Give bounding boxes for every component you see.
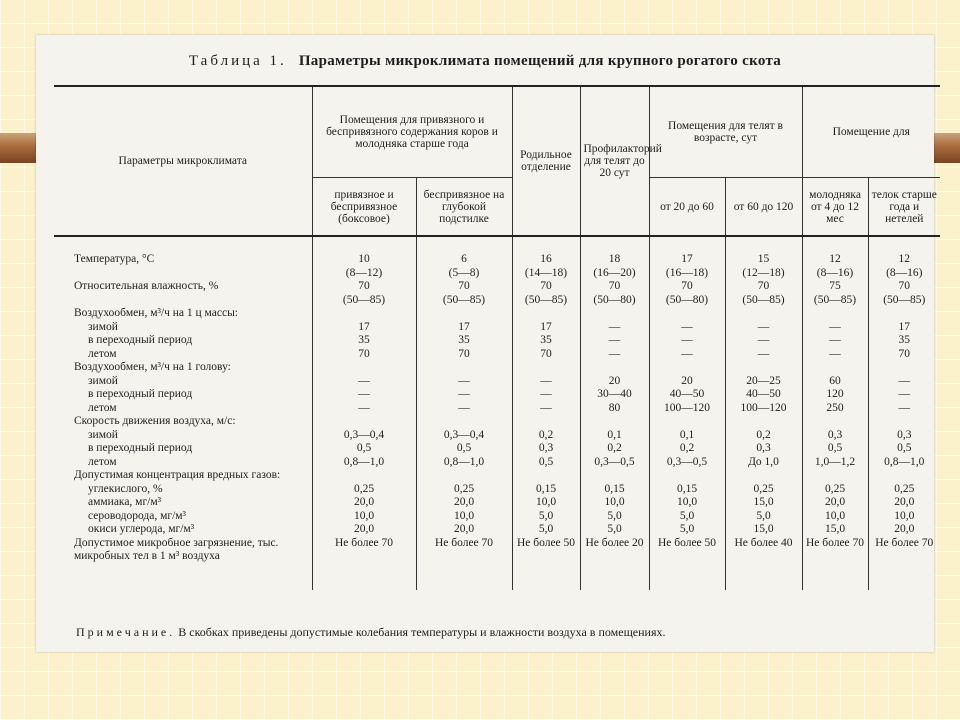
table-cell: (50—80) bbox=[580, 294, 649, 308]
table-row bbox=[54, 496, 940, 510]
table-cell: Не более 70 bbox=[416, 537, 512, 564]
table-cell bbox=[416, 307, 512, 321]
table-cell bbox=[580, 415, 649, 429]
table-cell: — bbox=[312, 375, 416, 389]
microclimate-table bbox=[54, 85, 940, 590]
row-label: аммиака, мг/м³ bbox=[88, 496, 162, 508]
table-cell bbox=[868, 307, 940, 321]
row-label: Допустимая концентрация вредных газов: bbox=[74, 469, 281, 481]
table-cell: — bbox=[725, 321, 802, 335]
table-row bbox=[54, 321, 940, 335]
table-cell: 12 bbox=[868, 253, 940, 267]
row-label: Воздухообмен, м³/ч на 1 голову: bbox=[74, 361, 231, 373]
table-cell: — bbox=[416, 402, 512, 416]
row-label: Скорость движения воздуха, м/с: bbox=[74, 415, 236, 427]
table-cell: 0,5 bbox=[802, 442, 868, 456]
table-cell: 15 bbox=[725, 253, 802, 267]
header-group-young: Помещение для bbox=[802, 86, 940, 178]
table-cell bbox=[512, 415, 580, 429]
spacer-cell bbox=[512, 564, 580, 590]
table-row bbox=[54, 537, 940, 564]
table-cell: 0,2 bbox=[649, 442, 725, 456]
table-cell: 0,2 bbox=[580, 442, 649, 456]
table-title bbox=[36, 53, 934, 70]
table-cell: (16—20) bbox=[580, 267, 649, 281]
table-row bbox=[54, 348, 940, 362]
table-cell: 0,1 bbox=[580, 429, 649, 443]
table-cell: — bbox=[580, 348, 649, 362]
table-cell: 0,8—1,0 bbox=[312, 456, 416, 470]
row-label: Воздухообмен, м³/ч на 1 ц массы: bbox=[74, 307, 238, 319]
table-cell: 0,2 bbox=[512, 429, 580, 443]
table-row bbox=[54, 483, 940, 497]
table-cell: 70 bbox=[416, 280, 512, 294]
table-cell: 70 bbox=[868, 280, 940, 294]
table-body bbox=[54, 236, 940, 590]
table-cell: Не более 50 bbox=[512, 537, 580, 564]
table-cell: 0,25 bbox=[802, 483, 868, 497]
row-label bbox=[54, 294, 312, 308]
table-cell: — bbox=[580, 321, 649, 335]
table-cell: 70 bbox=[312, 280, 416, 294]
row-label: Температура, °С bbox=[74, 253, 155, 265]
table-cell: (50—85) bbox=[312, 294, 416, 308]
table-cell: 17 bbox=[312, 321, 416, 335]
table-cell: (5—8) bbox=[416, 267, 512, 281]
table-cell bbox=[649, 415, 725, 429]
spacer-cell bbox=[868, 564, 940, 590]
table-cell: 250 bbox=[802, 402, 868, 416]
table-cell: Не более 70 bbox=[868, 537, 940, 564]
table-cell: Не более 50 bbox=[649, 537, 725, 564]
table-cell: — bbox=[580, 334, 649, 348]
spacer-cell bbox=[512, 236, 580, 253]
table-cell bbox=[868, 415, 940, 429]
header-prophylactorium: Профилакторий для телят до 20 сут bbox=[580, 86, 649, 236]
table-cell: 35 bbox=[416, 334, 512, 348]
document-slide bbox=[36, 35, 937, 652]
row-label: Допустимое микробное загрязнение, тыс. микробных тел в 1 м³ воздуха bbox=[74, 536, 279, 562]
table-cell: Не более 70 bbox=[802, 537, 868, 564]
table-cell bbox=[868, 469, 940, 483]
table-row bbox=[54, 280, 940, 294]
table-cell: 70 bbox=[512, 348, 580, 362]
table-cell: — bbox=[649, 334, 725, 348]
table-cell: 0,3 bbox=[725, 442, 802, 456]
table-cell bbox=[649, 307, 725, 321]
note-text: В скобках приведены допустимые колебания температуры и влажности воздуха в помещениях. bbox=[178, 625, 666, 639]
table-cell: 10 bbox=[312, 253, 416, 267]
table-cell: 120 bbox=[802, 388, 868, 402]
table-cell: — bbox=[416, 388, 512, 402]
table-cell: 5,0 bbox=[512, 523, 580, 537]
table-cell bbox=[416, 361, 512, 375]
table-cell bbox=[802, 361, 868, 375]
spacer-cell bbox=[580, 564, 649, 590]
table-cell: (8—12) bbox=[312, 267, 416, 281]
table-cell: 20,0 bbox=[312, 523, 416, 537]
row-label: зимой bbox=[88, 374, 118, 387]
table-cell: 30—40 bbox=[580, 388, 649, 402]
table-cell: 10,0 bbox=[312, 510, 416, 524]
table-cell: 0,3—0,4 bbox=[416, 429, 512, 443]
table-row bbox=[54, 523, 940, 537]
header-tethered: привязное и беспривязное (боксовое) bbox=[312, 178, 416, 237]
table-cell: 0,25 bbox=[868, 483, 940, 497]
table-cell bbox=[512, 361, 580, 375]
table-cell bbox=[725, 307, 802, 321]
table-row bbox=[54, 388, 940, 402]
table-cell: 35 bbox=[868, 334, 940, 348]
table-row bbox=[54, 294, 940, 308]
table-cell: 0,3—0,5 bbox=[649, 456, 725, 470]
spacer-cell bbox=[580, 236, 649, 253]
table-cell: 0,3 bbox=[868, 429, 940, 443]
header-deep-litter: беспривязное на глубокой подстилке bbox=[416, 178, 512, 237]
table-cell: 70 bbox=[416, 348, 512, 362]
table-cell: 60 bbox=[802, 375, 868, 389]
table-cell: До 1,0 bbox=[725, 456, 802, 470]
table-cell: (50—85) bbox=[868, 294, 940, 308]
table-cell bbox=[649, 469, 725, 483]
header-parameters: Параметры микроклимата bbox=[54, 86, 312, 236]
header-group-cows: Помещения для привязного и беспривязного содержания коров и молодняка старше года bbox=[312, 86, 512, 178]
table-cell: (12—18) bbox=[725, 267, 802, 281]
table-cell: 10,0 bbox=[580, 496, 649, 510]
table-cell: 5,0 bbox=[649, 523, 725, 537]
table-cell: 5,0 bbox=[512, 510, 580, 524]
table-cell: 20 bbox=[649, 375, 725, 389]
spacer-cell bbox=[416, 564, 512, 590]
header-calves-20-60: от 20 до 60 bbox=[649, 178, 725, 237]
header-calves-60-120: от 60 до 120 bbox=[725, 178, 802, 237]
table-cell: (50—85) bbox=[512, 294, 580, 308]
header-group-calves: Помещения для телят в возрасте, сут bbox=[649, 86, 802, 178]
table-cell: 20,0 bbox=[416, 496, 512, 510]
table-cell: 20,0 bbox=[312, 496, 416, 510]
table-cell: 10,0 bbox=[868, 510, 940, 524]
table-cell: 0,25 bbox=[416, 483, 512, 497]
row-label: в переходный период bbox=[88, 334, 193, 346]
table-cell: 35 bbox=[312, 334, 416, 348]
table-cell: 0,3 bbox=[802, 429, 868, 443]
table-cell bbox=[416, 469, 512, 483]
table-cell: (8—16) bbox=[802, 267, 868, 281]
table-cell: 10,0 bbox=[802, 510, 868, 524]
table-cell: 17 bbox=[649, 253, 725, 267]
table-cell: 0,25 bbox=[312, 483, 416, 497]
spacer-cell bbox=[802, 564, 868, 590]
table-note bbox=[76, 625, 666, 640]
row-label: зимой bbox=[88, 428, 118, 441]
table-cell: — bbox=[868, 375, 940, 389]
row-label: окиси углерода, мг/м³ bbox=[88, 523, 195, 535]
table-cell: — bbox=[868, 388, 940, 402]
table-cell bbox=[649, 361, 725, 375]
table-cell: — bbox=[416, 375, 512, 389]
spacer-cell bbox=[312, 564, 416, 590]
decorative-band-left bbox=[0, 133, 36, 163]
row-label: летом bbox=[88, 401, 117, 414]
table-cell bbox=[802, 415, 868, 429]
table-cell: 70 bbox=[580, 280, 649, 294]
table-cell bbox=[312, 415, 416, 429]
table-title-text: Параметры микроклимата помещений для крупного рогатого скота bbox=[298, 53, 782, 69]
table-cell: — bbox=[725, 334, 802, 348]
table-cell: — bbox=[512, 388, 580, 402]
table-cell: 0,2 bbox=[725, 429, 802, 443]
table-row bbox=[54, 429, 940, 443]
spacer-cell bbox=[54, 236, 312, 253]
table-cell: 18 bbox=[580, 253, 649, 267]
table-cell bbox=[416, 415, 512, 429]
spacer-row bbox=[54, 236, 940, 253]
table-row bbox=[54, 442, 940, 456]
table-cell: 16 bbox=[512, 253, 580, 267]
table-cell: — bbox=[802, 321, 868, 335]
table-cell: 20,0 bbox=[416, 523, 512, 537]
table-row bbox=[54, 361, 940, 375]
note-label: Примечание. bbox=[76, 625, 176, 639]
row-label: зимой bbox=[88, 320, 118, 333]
table-cell bbox=[725, 469, 802, 483]
table-row bbox=[54, 456, 940, 470]
table-cell bbox=[802, 469, 868, 483]
table-cell bbox=[580, 469, 649, 483]
table-cell: (50—85) bbox=[802, 294, 868, 308]
table-cell: — bbox=[312, 388, 416, 402]
table-cell bbox=[512, 307, 580, 321]
table-cell: 15,0 bbox=[725, 523, 802, 537]
table-cell: 0,15 bbox=[649, 483, 725, 497]
table-cell: — bbox=[512, 402, 580, 416]
table-cell bbox=[725, 361, 802, 375]
table-cell: 35 bbox=[512, 334, 580, 348]
table-cell: 20,0 bbox=[802, 496, 868, 510]
table-cell: 80 bbox=[580, 402, 649, 416]
table-cell: 70 bbox=[725, 280, 802, 294]
table-cell: 0,3—0,5 bbox=[580, 456, 649, 470]
table-cell: 70 bbox=[649, 280, 725, 294]
spacer-row bbox=[54, 564, 940, 590]
spacer-cell bbox=[725, 236, 802, 253]
table-cell: 0,1 bbox=[649, 429, 725, 443]
table-cell bbox=[802, 307, 868, 321]
table-cell bbox=[868, 361, 940, 375]
table-cell: 0,8—1,0 bbox=[416, 456, 512, 470]
spacer-cell bbox=[649, 236, 725, 253]
spacer-cell bbox=[868, 236, 940, 253]
spacer-cell bbox=[802, 236, 868, 253]
table-cell: (50—85) bbox=[416, 294, 512, 308]
table-row bbox=[54, 415, 940, 429]
row-label: в переходный период bbox=[88, 442, 193, 454]
table-cell: (16—18) bbox=[649, 267, 725, 281]
table-cell: (14—18) bbox=[512, 267, 580, 281]
table-cell: 75 bbox=[802, 280, 868, 294]
row-label: сероводорода, мг/м³ bbox=[88, 509, 187, 522]
table-cell: 15,0 bbox=[802, 523, 868, 537]
table-cell bbox=[312, 361, 416, 375]
spacer-cell bbox=[725, 564, 802, 590]
table-cell: — bbox=[725, 348, 802, 362]
spacer-cell bbox=[649, 564, 725, 590]
table-cell: 17 bbox=[868, 321, 940, 335]
table-cell: 10,0 bbox=[512, 496, 580, 510]
table-cell: 40—50 bbox=[649, 388, 725, 402]
table-cell: 70 bbox=[312, 348, 416, 362]
table-cell: (50—80) bbox=[649, 294, 725, 308]
table-cell: 0,15 bbox=[512, 483, 580, 497]
spacer-cell bbox=[312, 236, 416, 253]
row-label bbox=[54, 267, 312, 281]
spacer-cell bbox=[416, 236, 512, 253]
table-cell: Не более 20 bbox=[580, 537, 649, 564]
table-cell: Не более 70 bbox=[312, 537, 416, 564]
table-cell: 0,5 bbox=[512, 456, 580, 470]
table-cell: 100—120 bbox=[725, 402, 802, 416]
table-row bbox=[54, 307, 940, 321]
table-cell: 40—50 bbox=[725, 388, 802, 402]
row-label: Относительная влажность, % bbox=[74, 280, 219, 292]
spacer-cell bbox=[54, 564, 312, 590]
table-cell: (8—16) bbox=[868, 267, 940, 281]
table-row bbox=[54, 267, 940, 281]
table-cell: 5,0 bbox=[649, 510, 725, 524]
table-cell: 20,0 bbox=[868, 496, 940, 510]
table-cell bbox=[725, 415, 802, 429]
table-cell: 100—120 bbox=[649, 402, 725, 416]
row-label: летом bbox=[88, 347, 117, 360]
table-cell: 10,0 bbox=[416, 510, 512, 524]
table-cell: 0,3 bbox=[512, 442, 580, 456]
row-label: в переходный период bbox=[88, 388, 193, 400]
table-cell: — bbox=[512, 375, 580, 389]
table-cell: 20,0 bbox=[868, 523, 940, 537]
table-cell: 0,5 bbox=[416, 442, 512, 456]
table-cell: 12 bbox=[802, 253, 868, 267]
table-cell: — bbox=[802, 334, 868, 348]
table-cell: 6 bbox=[416, 253, 512, 267]
table-cell: 17 bbox=[512, 321, 580, 335]
table-cell: Не более 40 bbox=[725, 537, 802, 564]
table-cell: 5,0 bbox=[580, 510, 649, 524]
table-cell bbox=[580, 361, 649, 375]
table-row bbox=[54, 375, 940, 389]
table-row bbox=[54, 402, 940, 416]
table-cell: — bbox=[868, 402, 940, 416]
table-row bbox=[54, 469, 940, 483]
header-heifers: телок старше года и нетелей bbox=[868, 178, 940, 237]
table-cell: — bbox=[312, 402, 416, 416]
table-title-label: Таблица 1. bbox=[188, 53, 287, 69]
table-cell: 0,25 bbox=[725, 483, 802, 497]
table-cell: 5,0 bbox=[580, 523, 649, 537]
table-cell: 17 bbox=[416, 321, 512, 335]
table-cell: 70 bbox=[512, 280, 580, 294]
table-cell: 5,0 bbox=[725, 510, 802, 524]
table-cell bbox=[312, 469, 416, 483]
table-cell: — bbox=[649, 321, 725, 335]
row-label: углекислого, % bbox=[88, 482, 163, 495]
table-cell: 0,5 bbox=[868, 442, 940, 456]
table-cell: 0,5 bbox=[312, 442, 416, 456]
table-cell: (50—85) bbox=[725, 294, 802, 308]
table-cell: 15,0 bbox=[725, 496, 802, 510]
table-row bbox=[54, 510, 940, 524]
header-young-4-12: молодняка от 4 до 12 мес bbox=[802, 178, 868, 237]
table-cell bbox=[580, 307, 649, 321]
header-maternity: Родильное отделение bbox=[512, 86, 580, 236]
row-label: летом bbox=[88, 455, 117, 468]
table-cell: 0,8—1,0 bbox=[868, 456, 940, 470]
table-cell: 20—25 bbox=[725, 375, 802, 389]
table-cell: 70 bbox=[868, 348, 940, 362]
table-cell: 0,15 bbox=[580, 483, 649, 497]
table-cell: 1,0—1,2 bbox=[802, 456, 868, 470]
table-cell: 0,3—0,4 bbox=[312, 429, 416, 443]
table-row bbox=[54, 334, 940, 348]
table-cell: — bbox=[649, 348, 725, 362]
table-cell: 10,0 bbox=[649, 496, 725, 510]
table-row bbox=[54, 253, 940, 267]
table-cell bbox=[312, 307, 416, 321]
table-cell: 20 bbox=[580, 375, 649, 389]
table-cell bbox=[512, 469, 580, 483]
table-cell: — bbox=[802, 348, 868, 362]
